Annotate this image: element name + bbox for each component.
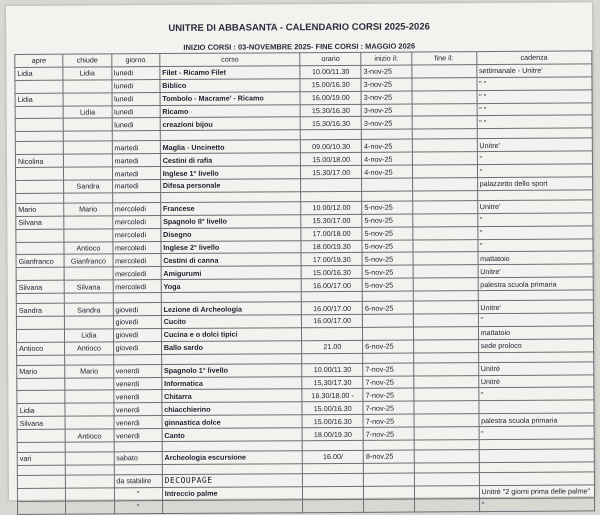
- cell-orario: [303, 473, 364, 486]
- cell-giorno: venerdi: [114, 416, 162, 429]
- cell-apre: Mario: [16, 203, 64, 216]
- cell-cadenza: ": [477, 238, 593, 252]
- cell-fine: [413, 362, 478, 375]
- cell-apre: Lidia: [17, 404, 65, 417]
- cell-cadenza: [479, 472, 595, 486]
- cell-chiude: Gianfranco: [64, 254, 112, 267]
- cell-fine: [414, 485, 479, 498]
- cell-cadenza: ": [479, 426, 595, 440]
- cell-giorno: [112, 192, 160, 202]
- cell-apre: [17, 488, 65, 501]
- cell-corso: Difesa personale: [160, 179, 301, 193]
- cell-fine: [412, 152, 477, 165]
- cell-fine: [413, 401, 478, 414]
- cell-chiude: [65, 403, 113, 416]
- cell-orario: 16.30/18.00 -: [302, 389, 363, 402]
- cell-fine: [411, 65, 476, 78]
- cell-cadenza: " ": [477, 90, 593, 104]
- cell-corso: Spagnolo II° livello: [161, 214, 302, 228]
- cell-orario: [302, 440, 363, 450]
- cell-chiude: [64, 154, 112, 167]
- cell-orario: 15.00/16.30: [302, 402, 363, 415]
- cell-giorno: martedi: [112, 154, 160, 167]
- cell-orario: 18.00/19.30: [301, 240, 362, 253]
- cell-inizio: [361, 129, 411, 139]
- cell-giorno: [114, 464, 162, 474]
- cell-giorno: sabato: [114, 452, 162, 465]
- cell-giorno: venerdi: [113, 390, 161, 403]
- cell-giorno: [113, 354, 161, 364]
- cell-fine: [414, 463, 479, 473]
- cell-giorno: mercoledi: [112, 215, 160, 228]
- cell-inizio: 5-nov-25: [362, 227, 412, 240]
- cell-cadenza: [479, 449, 595, 463]
- cell-fine: [412, 226, 477, 239]
- cell-cadenza: " ": [477, 102, 593, 116]
- table-row: [18, 498, 595, 514]
- cell-cadenza: settimanale - Unitre': [476, 64, 592, 78]
- cell-corso: creazioni bijou: [160, 117, 301, 131]
- cell-giorno: lunedi: [112, 105, 160, 118]
- cell-giorno: mercoledi: [113, 280, 161, 293]
- cell-corso: Cestini di rafia: [160, 153, 301, 167]
- cell-giorno: ": [114, 487, 162, 500]
- cell-corso: Disegno: [161, 227, 302, 241]
- cell-chiude: [63, 80, 111, 93]
- cell-apre: Lidia: [15, 93, 63, 106]
- cell-giorno: mercoledi: [112, 228, 160, 241]
- cell-inizio: [362, 291, 412, 301]
- cell-orario: 09.00/10.30: [301, 140, 362, 153]
- cell-orario: 15.30/16.30: [301, 117, 362, 130]
- cell-corso: Inglese 1° livello: [160, 166, 301, 180]
- cell-corso: Yoga: [161, 279, 302, 293]
- cell-giorno: venerdi: [114, 429, 162, 442]
- cell-inizio: 6-nov-25: [362, 301, 412, 314]
- cell-corso: Amigurumi: [161, 266, 302, 280]
- cell-chiude: [66, 501, 114, 514]
- column-header-fine: fine il:: [411, 52, 476, 65]
- cell-corso: DECOUPAGE: [162, 474, 303, 488]
- cell-inizio: [363, 327, 413, 340]
- column-header-apre: apre: [15, 54, 63, 67]
- cell-chiude: [66, 465, 114, 475]
- cell-cadenza: sede proloco: [478, 339, 594, 353]
- cell-orario: [303, 486, 364, 499]
- cell-apre: [16, 180, 64, 193]
- cell-fine: [412, 116, 477, 129]
- cell-orario: 16.00/: [303, 450, 364, 463]
- cell-cadenza: [478, 352, 594, 363]
- cell-chiude: Lidia: [65, 329, 113, 342]
- cell-inizio: [364, 486, 414, 499]
- cell-fine: [414, 473, 479, 486]
- cell-giorno: venerdi: [113, 364, 161, 377]
- cell-fine: [413, 291, 478, 301]
- cell-apre: [17, 442, 65, 452]
- cell-orario: 15.00/16.30: [300, 78, 361, 91]
- cell-orario: [303, 463, 364, 473]
- cell-inizio: 5-nov-25: [362, 252, 412, 265]
- cell-chiude: [64, 131, 112, 141]
- cell-fine: [413, 314, 478, 327]
- cell-corso: [162, 499, 303, 513]
- cell-cadenza: [479, 462, 595, 473]
- cell-apre: Sandra: [16, 303, 64, 316]
- cell-fine: [413, 252, 478, 265]
- cell-inizio: 5-nov-25: [362, 265, 412, 278]
- cell-giorno: mercoledi: [113, 254, 161, 267]
- cell-cadenza: Unitrè: [478, 362, 594, 376]
- cell-fine: [412, 178, 477, 191]
- calendar-sheet: [6, 2, 595, 512]
- cell-apre: [16, 316, 64, 329]
- cell-fine: [414, 427, 479, 440]
- cell-corso: Cucito: [161, 315, 302, 329]
- cell-fine: [414, 450, 479, 463]
- cell-apre: [16, 242, 64, 255]
- cell-fine: [413, 352, 478, 362]
- cell-giorno: venerdi: [113, 377, 161, 390]
- cell-inizio: [363, 463, 413, 473]
- cell-apre: [16, 293, 64, 303]
- cell-giorno: giovedi: [113, 316, 161, 329]
- cell-giorno: [114, 442, 162, 452]
- cell-corso: Inglese 2° livello: [161, 240, 302, 254]
- cell-orario: 10.00/11.30: [302, 363, 363, 376]
- cell-inizio: 3-nov-25: [361, 78, 411, 91]
- cell-orario: 17.00/18.00: [301, 227, 362, 240]
- cell-giorno: giovedi: [113, 328, 161, 341]
- cell-apre: Silvana: [16, 216, 64, 229]
- cell-chiude: [66, 488, 114, 501]
- cell-fine: [414, 414, 479, 427]
- cell-orario: 16.00/17.00: [302, 301, 363, 314]
- cell-orario: 21.00: [302, 340, 363, 353]
- cell-chiude: [64, 267, 112, 280]
- cell-corso: ginnastica dolce: [162, 415, 303, 429]
- page-subtitle: INIZIO CORSI : 03-NOVEMBRE 2025- FINE CORSI : MAGGIO 2026: [183, 41, 416, 52]
- cell-inizio: 7-nov-25: [363, 363, 413, 376]
- cell-giorno: da stabilire: [114, 474, 162, 487]
- cell-chiude: [64, 229, 112, 242]
- cell-inizio: 7-nov-25: [363, 401, 413, 414]
- cell-fine: [414, 498, 479, 511]
- cell-chiude: Lidia: [63, 67, 111, 80]
- cell-inizio: 3-nov-25: [361, 65, 411, 78]
- cell-chiude: Mario: [64, 203, 112, 216]
- cell-apre: Silvana: [16, 280, 64, 293]
- cell-chiude: Antioco: [65, 429, 113, 442]
- cell-chiude: [65, 377, 113, 390]
- cell-chiude: [65, 355, 113, 365]
- cell-cadenza: ": [477, 226, 593, 240]
- cell-apre: vari: [17, 452, 65, 465]
- cell-apre: [17, 391, 65, 404]
- cell-inizio: 7-nov-25: [363, 389, 413, 402]
- cell-orario: 16.00/17.00: [302, 279, 363, 292]
- cell-apre: [16, 329, 64, 342]
- cell-chiude: [66, 475, 114, 488]
- cell-apre: [15, 131, 63, 141]
- cell-cadenza: Unitre': [477, 138, 593, 152]
- cell-cadenza: [478, 290, 594, 301]
- cell-chiude: [65, 442, 113, 452]
- cell-orario: 17.00/19.30: [301, 253, 362, 266]
- cell-orario: [301, 178, 362, 191]
- cell-chiude: [64, 193, 112, 203]
- cell-fine: [412, 213, 477, 226]
- cell-inizio: 4-nov-25: [362, 152, 412, 165]
- cell-chiude: Sandra: [64, 180, 112, 193]
- cell-apre: [15, 80, 63, 93]
- cell-orario: [302, 327, 363, 340]
- cell-apre: Nicolina: [15, 154, 63, 167]
- cell-giorno: giovedi: [113, 303, 161, 316]
- cell-inizio: [363, 353, 413, 363]
- cell-cadenza: ": [477, 213, 593, 227]
- cell-corso: chiacchierino: [162, 402, 303, 416]
- cell-cadenza: Unitre': [478, 264, 594, 278]
- cell-corso: Ballo sardo: [161, 341, 302, 355]
- cell-inizio: 4-nov-25: [361, 139, 411, 152]
- cell-cadenza: " ": [476, 77, 592, 91]
- cell-inizio: 5-nov-25: [362, 278, 412, 291]
- cell-apre: [15, 167, 63, 180]
- cell-fine: [411, 77, 476, 90]
- cell-orario: 10.00/12.00: [301, 201, 362, 214]
- cell-fine: [412, 191, 477, 201]
- cell-apre: [17, 355, 65, 365]
- cell-giorno: venerdi: [113, 403, 161, 416]
- cell-giorno: lunedi: [112, 92, 160, 105]
- column-header-cadenza: cadenza: [476, 51, 592, 65]
- cell-fine: [412, 103, 477, 116]
- cell-inizio: 5-nov-25: [362, 214, 412, 227]
- cell-apre: Lidia: [15, 67, 63, 80]
- column-header-giorno: giorno: [111, 54, 159, 67]
- cell-inizio: 7-nov-25: [363, 427, 413, 440]
- cell-cadenza: Unitre': [478, 300, 594, 314]
- cell-giorno: mercoledi: [112, 202, 160, 215]
- cell-chiude: [63, 93, 111, 106]
- cell-corso: Informatica: [162, 376, 303, 390]
- cell-corso: Biblico: [160, 78, 301, 92]
- cell-cadenza: mattatoio: [478, 326, 594, 340]
- cell-cadenza: [477, 190, 593, 201]
- cell-corso: Lezione di Archeologia: [161, 302, 302, 316]
- cell-fine: [413, 278, 478, 291]
- cell-giorno: [113, 293, 161, 303]
- cell-orario: [302, 353, 363, 363]
- cell-apre: [15, 106, 63, 119]
- cell-apre: [17, 475, 65, 488]
- column-header-inizio: inizio il:: [361, 52, 411, 65]
- cell-chiude: [65, 293, 113, 303]
- cell-fine: [413, 301, 478, 314]
- cell-inizio: 7-nov-25: [363, 414, 413, 427]
- cell-fine: [412, 129, 477, 139]
- cell-corso: Chitarra: [162, 389, 303, 403]
- cell-apre: [15, 119, 63, 132]
- cell-orario: [302, 291, 363, 301]
- cell-giorno: giovedi: [113, 341, 161, 354]
- cell-fine: [412, 165, 477, 178]
- cell-corso: Maglia - Uncinetto: [160, 140, 301, 154]
- cell-inizio: [362, 178, 412, 191]
- cell-apre: [17, 429, 65, 442]
- cell-giorno: mercoledi: [112, 241, 160, 254]
- cell-cadenza: Unitrè "2 giorni prima delle palme": [479, 485, 595, 499]
- cell-cadenza: ": [477, 151, 593, 165]
- cell-orario: 15.30/16.30: [300, 104, 361, 117]
- page-title: UNITRE DI ABBASANTA - CALENDARIO CORSI 2025-2026: [168, 21, 430, 35]
- cell-inizio: 3-nov-25: [361, 104, 411, 117]
- cell-inizio: [363, 314, 413, 327]
- cell-cadenza: Unitrè: [478, 375, 594, 389]
- cell-giorno: lunedi: [111, 66, 159, 79]
- cell-giorno: lunedi: [111, 79, 159, 92]
- column-header-corso: corso: [160, 53, 301, 67]
- cell-chiude: Silvana: [64, 280, 112, 293]
- cell-apre: [15, 141, 63, 154]
- cell-inizio: [364, 473, 414, 486]
- cell-corso: Ricamo: [160, 104, 301, 118]
- cell-orario: [301, 130, 362, 140]
- cell-orario: [301, 191, 362, 201]
- cell-orario: 15.00/16.30: [301, 266, 362, 279]
- cell-fine: [413, 375, 478, 388]
- cell-inizio: 3-nov-25: [361, 116, 411, 129]
- cell-fine: [412, 90, 477, 103]
- cell-apre: [18, 501, 66, 514]
- cell-inizio: [363, 440, 413, 450]
- cell-cadenza: [478, 400, 594, 414]
- cell-corso: Spagnolo 1° livello: [161, 363, 302, 377]
- cell-fine: [413, 388, 478, 401]
- cell-chiude: [64, 141, 112, 154]
- cell-fine: [412, 201, 477, 214]
- cell-inizio: 6-nov-25: [363, 340, 413, 353]
- cell-corso: Canto: [162, 428, 303, 442]
- cell-cadenza: ": [479, 498, 595, 512]
- cell-orario: 16.00/17.00: [302, 314, 363, 327]
- cell-corso: Tombolo - Macrame' - Ricamo: [160, 91, 301, 105]
- cell-chiude: [64, 167, 112, 180]
- cell-cadenza: [477, 128, 593, 139]
- cell-giorno: lunedi: [112, 118, 160, 131]
- cell-chiude: [65, 390, 113, 403]
- cell-cadenza: ": [477, 164, 593, 178]
- cell-orario: 10.00/11.30: [300, 65, 361, 78]
- cell-chiude: Lidia: [63, 105, 111, 118]
- cell-inizio: 3-nov-25: [361, 91, 411, 104]
- cell-fine: [413, 339, 478, 352]
- cell-orario: 15.30/17.00: [301, 214, 362, 227]
- cell-chiude: Sandra: [65, 303, 113, 316]
- cell-fine: [412, 139, 477, 152]
- cell-corso: Cucina e o dolci tipici: [161, 328, 302, 342]
- cell-chiude: [65, 416, 113, 429]
- cell-giorno: mercoledi: [113, 267, 161, 280]
- cell-cadenza: palestra scuola primaria: [478, 277, 594, 291]
- cell-apre: Antioco: [17, 342, 65, 355]
- column-header-orario: orario: [300, 52, 361, 65]
- cell-inizio: [362, 191, 412, 201]
- cell-chiude: Antioco: [65, 342, 113, 355]
- cell-apre: [16, 268, 64, 281]
- cell-chiude: Mario: [65, 365, 113, 378]
- table-body: [15, 64, 595, 514]
- cell-inizio: 4-nov-25: [362, 165, 412, 178]
- cell-giorno: ": [114, 500, 162, 513]
- cell-cadenza: ": [478, 313, 594, 327]
- cell-cadenza: " ": [477, 115, 593, 129]
- cell-orario: [303, 499, 364, 512]
- cell-cadenza: ": [478, 387, 594, 401]
- cell-chiude: [65, 452, 113, 465]
- cell-apre: Gianfranco: [16, 255, 64, 268]
- cell-giorno: martedi: [112, 167, 160, 180]
- cell-orario: 16.00/19.00: [300, 91, 361, 104]
- cell-cadenza: palazzetto dello sport: [477, 177, 593, 191]
- cell-cadenza: palestra scuola primaria: [479, 413, 595, 427]
- cell-corso: Archeologia escursione: [162, 451, 303, 465]
- cell-cadenza: mattatoio: [478, 251, 594, 265]
- cell-cadenza: Unitre': [477, 200, 593, 214]
- cell-orario: 15.00/16.30: [302, 415, 363, 428]
- cell-inizio: [364, 499, 414, 512]
- cell-giorno: martedi: [112, 180, 160, 193]
- cell-apre: [17, 465, 65, 475]
- cell-fine: [414, 440, 479, 450]
- cell-orario: 15.00/18.00: [301, 153, 362, 166]
- column-header-chiude: chiude: [63, 54, 111, 67]
- cell-inizio: 5-nov-25: [362, 240, 412, 253]
- cell-chiude: Antioco: [64, 241, 112, 254]
- cell-corso: Filet - Ricamo Filet: [160, 66, 301, 80]
- cell-apre: [17, 378, 65, 391]
- cell-chiude: [63, 118, 111, 131]
- cell-fine: [412, 239, 477, 252]
- cell-inizio: 8-nov.25: [363, 450, 413, 463]
- cell-chiude: [64, 216, 112, 229]
- cell-apre: [16, 229, 64, 242]
- cell-chiude: [65, 316, 113, 329]
- cell-fine: [413, 265, 478, 278]
- cell-orario: 15.30/17.00: [301, 165, 362, 178]
- cell-apre: [16, 193, 64, 203]
- cell-corso: Cestini di canna: [161, 253, 302, 267]
- cell-inizio: 5-nov-25: [362, 201, 412, 214]
- cell-giorno: martedi: [112, 141, 160, 154]
- cell-fine: [413, 327, 478, 340]
- course-table: [14, 50, 595, 514]
- cell-corso: Intreccio palme: [162, 487, 303, 501]
- cell-apre: Silvana: [17, 416, 65, 429]
- cell-orario: 18.00/19.30: [302, 427, 363, 440]
- cell-orario: 15,30/17.30: [302, 376, 363, 389]
- cell-apre: Mario: [17, 365, 65, 378]
- cell-cadenza: [479, 439, 595, 450]
- cell-corso: Francese: [160, 202, 301, 216]
- cell-inizio: 7-nov-25: [363, 376, 413, 389]
- cell-giorno: [112, 131, 160, 141]
